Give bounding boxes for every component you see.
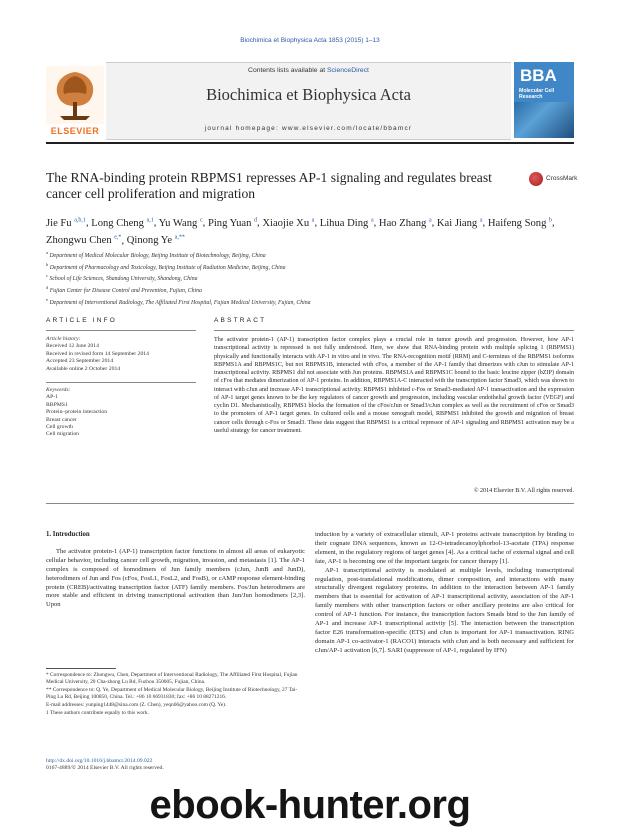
author-name[interactable]: Zhongwu Chen $^{e,*}$ <box>46 234 122 247</box>
author-affiliation-marker[interactable]: a,** <box>174 234 185 241</box>
journal-masthead <box>46 62 574 138</box>
doi-block <box>46 758 346 773</box>
crossmark-badge[interactable] <box>529 172 599 188</box>
author-name[interactable]: Kai Jiang $^a$ <box>436 217 483 229</box>
affiliation: $^d$ Fujian Center for Disease Control and Prevention, Fujian, China <box>46 284 202 294</box>
author-affiliation-marker[interactable]: a <box>311 217 315 223</box>
cover-title: BBA <box>520 66 557 85</box>
journal-homepage-link[interactable]: journal homepage: www.elsevier.com/locate/bbamcr <box>204 125 413 132</box>
abstract-rule <box>214 330 574 331</box>
keyword: Breast cancer <box>46 416 77 423</box>
author-list: Jie Fu $^{a,b,1}$, Long Cheng $^{a,1}$, Yu Wang $^c$, Ping Yuan $^d$, Xiaojie Xu $^a$, Lihua Ding $^a$, Hao Zhang $^a$, Kai Jiang $^a$, Haifeng Song $^b$, Zhongwu Chen $^{e,*}$, Qinong Ye $^{a,**}$ <box>46 217 555 247</box>
author-affiliation-marker[interactable]: a,1 <box>146 217 154 223</box>
keyword: RBPMS1 <box>46 401 68 408</box>
author-affiliation-marker[interactable]: a <box>370 217 374 223</box>
author-affiliation-marker[interactable]: b <box>549 217 553 223</box>
footnote: ** Correspondence to: Q. Ye, Department of Medical Molecular Biology, Beijing Institute of Biotechnology, 27 Tai-Ping Lu Rd, Beijing 100850, China. Tel.: +86 10 66931830; fax: +86 10 88271216. <box>46 687 298 701</box>
author-affiliation-marker[interactable]: a <box>479 217 483 223</box>
footnote: * Correspondence to: Zhongwu, Chen, Department of Interventional Radiology, The Affiliated First Hospital, Fujian Medical University, 20 Cha-zhong Lu Rd, Fuzhou 350005, Fujian, China. <box>46 672 298 686</box>
article-title: The RNA-binding protein RBPMS1 represses AP-1 signaling and regulates breast cancer cell proliferation and migration <box>46 170 492 201</box>
journal-cover <box>514 62 574 138</box>
body-paragraph: The activator protein-1 (AP-1) transcription factor functions in almost all areas of eukaryotic cellular behavior, including cancer cell growth, migration, invasion, and metastasis [1]. The AP-1 complex is composed of homodimers of Jun family members (cJun, JunB and JunD), heterodimers of Jun and Fos (cFos, FosL1, FosL2, and FosB), or cAMP response element-binding protein (CREB)/activating transcription factor (ATF) family members. Fos/Jun heterodimers are more stable and efficient in driving transcriptional activation than Jun/Jun homodimers [2,3]. Upon <box>46 547 305 609</box>
history-list <box>46 343 196 373</box>
body-paragraph: AP-1 transcriptional activity is modulated at multiple levels, including transcriptional regulation, post-translational modifications, dimer composition, and interactions with many structurally divergent regulatory proteins. In addition to the interaction between AP-1 family members that is essential for activation of AP-1 transcriptional activity, association of the AP-1 family members with other transcription factors or other ancillary proteins are also critical for control of AP-1 function. For instance, the transcription factors Smads bind to the Jun family of AP-1 and increase AP-1 transcriptional activity [5]. The interaction between the transcription factor E26 transformation-specific (ETS) and cJun is important for AP-1 transactivation. RING domain AP-1 co-activator-1 (RACO1) interacts with cJun and is both necessary and sufficient for cJun/AP-1 activation [6,7]. SARI (suppressor of AP-1, regulated by IFN) <box>315 566 574 654</box>
abstract-copyright: © 2014 Elsevier B.V. All rights reserved. <box>473 488 574 494</box>
body-column-right <box>315 531 574 656</box>
journal-reference[interactable]: Biochimica et Biophysica Acta 1853 (2015) 1–13 <box>240 37 380 44</box>
info-divider <box>46 382 196 383</box>
keyword: AP-1 <box>46 394 59 401</box>
affiliation-marker: c <box>46 273 48 279</box>
info-rule <box>46 330 196 331</box>
elsevier-wordmark: ELSEVIER <box>50 126 100 136</box>
body-column-left <box>46 531 305 610</box>
footnote-rule <box>46 668 116 669</box>
author-name[interactable]: Long Cheng $^{a,1}$ <box>91 217 154 229</box>
elsevier-logo <box>46 66 104 136</box>
author-affiliation-marker[interactable]: a,b,1 <box>74 217 86 223</box>
abstract-text: The activator protein-1 (AP-1) transcription factor complex plays a crucial role in tumor growth and progression. However, how AP-1 transcriptional activity is repressed is not fully understood. Here, we show that RNA-binding protein with multiple splicing 1 (RBPMS1) physically and functionally interacts with AP-1 in vitro and in vivo. The RNA-recognition motif (RRM) and C-terminus of the RBPMS1 isoforms RBPMS1A and RBPMS1C, but not RBPMS1B, interacted with cFos, a member of the AP-1 family that dimerizes with cJun to stimulate AP-1 transcriptional activity. RBPMS1 did not associate with Jun proteins. RBPMS1A and RBPMS1C bound to the basic leucine zipper (bZIP) domain of cFos that mediates dimerization of AP-1 proteins. In addition, RBPMS1A-C interacted with the transcription factor Smad3, which was shown to interact with cJun and increase AP-1 transcriptional activity. RBPMS1 inhibited c-Fos or Smad3-mediated AP-1 transactivation and the expression of AP-1 target genes known to be the key regulators of cancer growth and progression, including vascular endothelial growth factor (VEGF) and cyclin D1. Mechanistically, RBPMS1 blocks the formation of the cFos/cJun or Smad3/cJun complex as well as the recruitment of cFos or Smad3 to the promoters of AP-1 target genes. In cultured cells and a mouse xenograft model, RBPMS1 inhibited the growth and migration of breast cancer cells through c-Fos or Smad3. These data suggest that RBPMS1 is a critical repressor of AP-1 signaling and RBPMS1 activation may be a useful strategy for cancer treatment. <box>214 337 574 434</box>
footnote: E-mail addresses: yunping1448@sina.com (Z. Chen), yeqn66@yahoo.com (Q. Ye). <box>46 702 227 709</box>
abstract-bottom-rule <box>46 503 574 504</box>
author-name[interactable]: Yu Wang $^c$ <box>158 217 203 229</box>
affiliation-marker: e <box>46 296 48 302</box>
author-affiliation-marker[interactable]: a <box>428 217 432 223</box>
history-item: Received 12 June 2014 <box>46 343 99 350</box>
section-title: 1. Introduction <box>46 531 90 538</box>
author-name[interactable]: Haifeng Song $^b$ <box>487 217 553 229</box>
footnote: 1 These authors contribute equally to this work. <box>46 710 149 717</box>
history-label: Article history: <box>46 336 81 342</box>
history-item: Received in revised form 14 September 2014 <box>46 350 149 357</box>
elsevier-tree-icon <box>46 66 104 124</box>
history-item: Accepted 23 September 2014 <box>46 358 114 365</box>
watermark: ebook-hunter.org <box>149 783 471 827</box>
author-name[interactable]: Hao Zhang $^a$ <box>378 217 432 229</box>
author-affiliation-marker[interactable]: c <box>199 217 203 223</box>
author-affiliation-marker[interactable]: e,* <box>114 234 122 241</box>
author-name[interactable]: Ping Yuan $^d$ <box>207 217 258 229</box>
journal-title: Biochimica et Biophysica Acta <box>206 85 411 104</box>
keywords-label: Keywords: <box>46 387 71 394</box>
article-info-heading: ARTICLE INFO <box>46 317 118 324</box>
affiliation: $^e$ Department of Interventional Radiology, The Affiliated First Hospital, Fujian Medical University, Fujian, China <box>46 296 311 306</box>
masthead-band <box>106 62 511 140</box>
header-rule <box>46 142 574 144</box>
author-name[interactable]: Lihua Ding $^a$ <box>319 217 374 229</box>
affiliation-list <box>46 249 574 307</box>
author-name[interactable]: Xiaojie Xu $^a$ <box>262 217 315 229</box>
footnotes <box>46 672 305 719</box>
keyword: Cell growth <box>46 424 74 431</box>
affiliation: $^a$ Department of Medical Molecular Biology, Beijing Institute of Biotechnology, Beijing, China <box>46 250 266 259</box>
cover-subtitle: Molecular Cell Research <box>519 88 555 100</box>
keyword: Protein–protein interaction <box>46 409 108 416</box>
keyword: Cell migration <box>46 431 80 438</box>
article-info <box>46 336 196 439</box>
affiliation-marker: d <box>46 284 49 290</box>
crossmark-icon <box>529 172 543 186</box>
contents-line <box>106 67 511 74</box>
affiliation-marker: b <box>46 261 49 267</box>
keywords-list <box>46 394 196 438</box>
affiliation-marker: a <box>46 250 48 255</box>
crossmark-label: CrossMark <box>546 175 578 182</box>
author-affiliation-marker[interactable]: d <box>254 217 258 223</box>
abstract-heading: ABSTRACT <box>214 317 267 324</box>
affiliation: $^c$ School of Life Sciences, Shandong University, Shandong, China <box>46 273 198 283</box>
affiliation: $^b$ Department of Pharmacology and Toxicology, Beijing Institute of Radiation Medicine, Beijing, China <box>46 261 286 271</box>
author-name[interactable]: Jie Fu $^{a,b,1}$ <box>46 217 86 229</box>
author-name[interactable]: Qinong Ye $^{a,**}$ <box>126 234 185 247</box>
history-item: Available online 2 October 2014 <box>46 365 121 372</box>
sciencedirect-link[interactable]: ScienceDirect <box>327 67 369 74</box>
body-paragraph: induction by a variety of extracellular stimuli, AP-1 proteins activate transcription by binding to their cognate DNA sequences, known as 12-O-tetradecanoylphorbol-13-acetate (TPA) response element, in the regulatory regions of target genes [4]. As a critical tache of external signal and cell fate, AP-1 is becoming one of the important targets for cancer therapy [1]. <box>315 531 574 565</box>
issn-line: 0167-4889/© 2014 Elsevier B.V. All rights reserved. <box>46 765 164 772</box>
contents-prefix: Contents lists available at <box>248 67 328 74</box>
doi-link[interactable]: http://dx.doi.org/10.1016/j.bbamcr.2014.09.022 <box>46 758 153 764</box>
cover-image <box>514 102 574 138</box>
